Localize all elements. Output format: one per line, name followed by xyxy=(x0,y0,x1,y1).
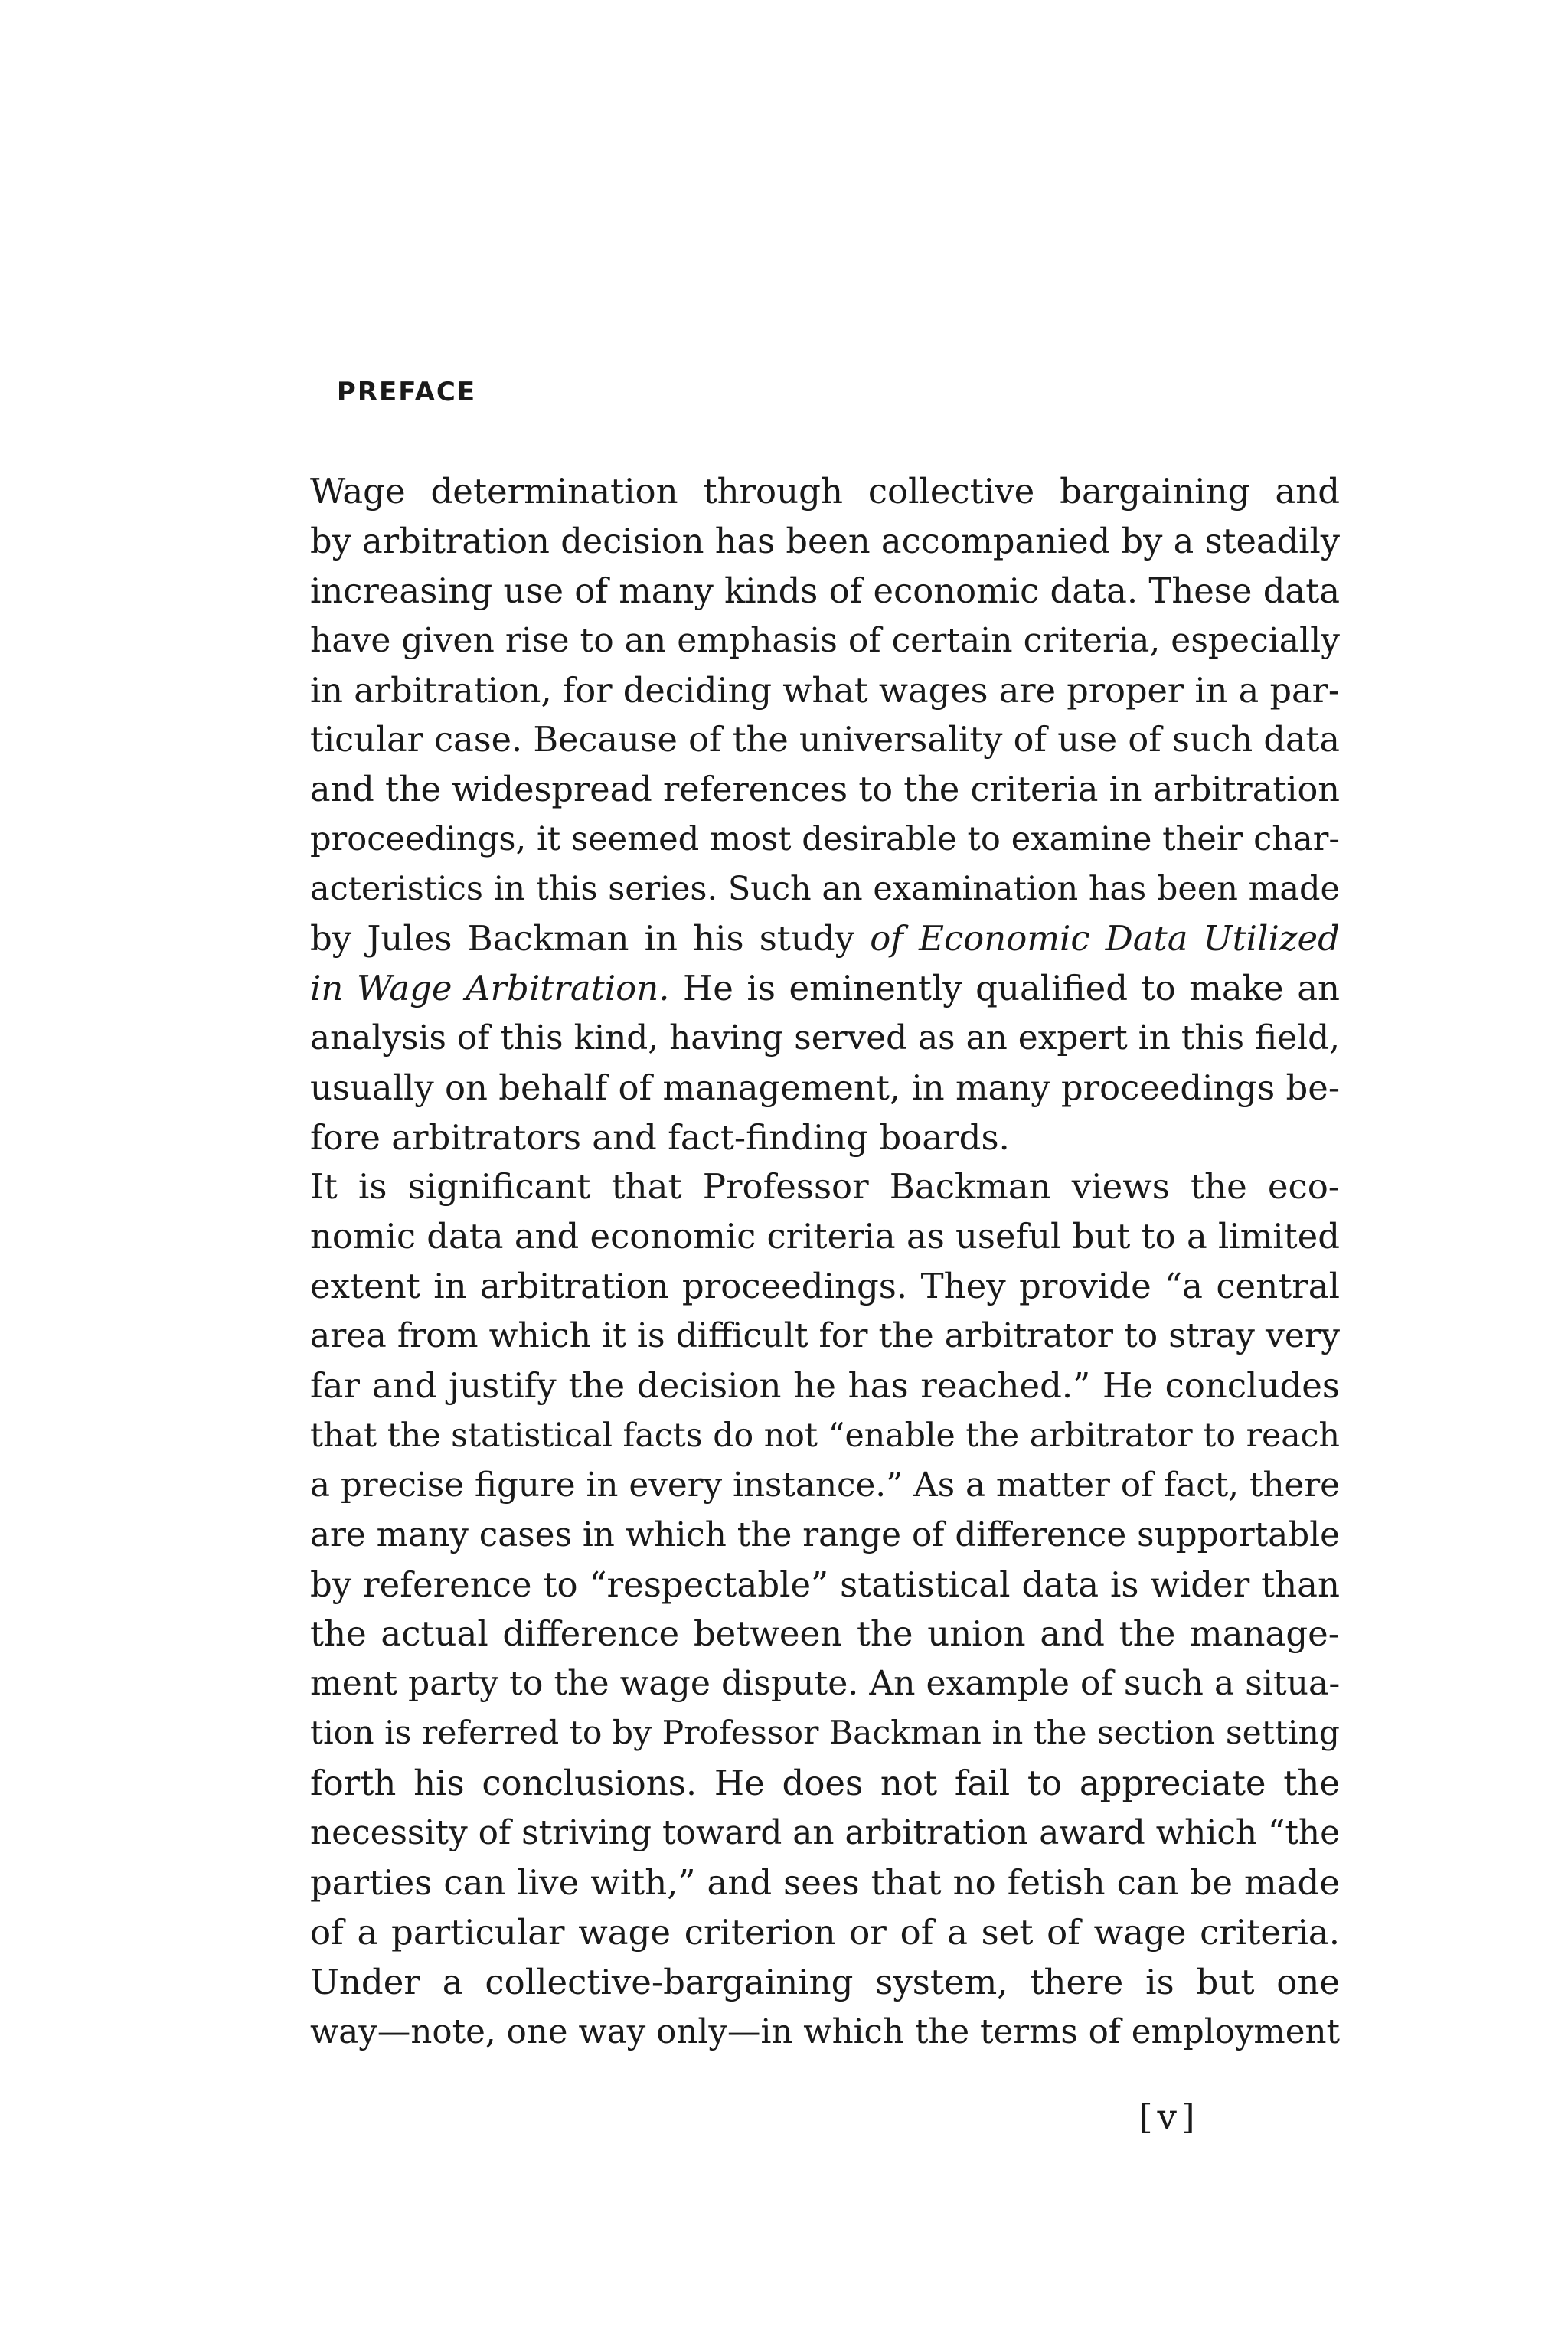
book-title-italic: in Wage Arbitration. xyxy=(310,967,670,1008)
text-line: forth his conclusions. He does not fail to appreciate the xyxy=(310,1763,1340,1804)
page-title: PREFACE xyxy=(336,377,477,407)
text-line: in arbitration, for deciding what wages are proper in a par- xyxy=(310,670,1340,711)
text-line: parties can live with,” and sees that no fetish can be made xyxy=(310,1861,1340,1903)
text-line: proceedings, it seemed most desirable to examine their char- xyxy=(310,820,1340,859)
preface-text xyxy=(310,467,1340,2057)
text-line: by arbitration decision has been accompanied by a steadily xyxy=(310,521,1340,561)
text-line: a precise figure in every instance.” As a matter of fact, there xyxy=(310,1466,1340,1505)
text-line: of a particular wage criterion or of a set of wage criteria. xyxy=(310,1911,1340,1953)
text-line: necessity of striving toward an arbitration award which “the xyxy=(310,1813,1340,1853)
book-title-italic: of Economic Data Utilized xyxy=(870,918,1340,959)
text-line: that the statistical facts do not “enable the arbitrator to reach xyxy=(310,1416,1340,1455)
text-line: by reference to “respectable” statistical data is wider than xyxy=(310,1564,1340,1605)
text-line: ticular case. Because of the universality of use of such data xyxy=(310,720,1340,760)
text-line-mixed xyxy=(310,964,1340,1014)
text-line: far and justify the decision he has reached.” He concludes xyxy=(310,1365,1340,1407)
text-run: by Jules Backman in his study xyxy=(310,918,871,959)
text-line: and the widespread references to the criteria in arbitration xyxy=(310,770,1340,810)
page-number: [v] xyxy=(1139,2097,1200,2137)
text-line: increasing use of many kinds of economic data. These data xyxy=(310,570,1340,611)
text-line: way—note, one way only—in which the terms of employment xyxy=(310,2012,1340,2051)
text-line: analysis of this kind, having served as an expert in this field, xyxy=(310,1018,1340,1057)
text-line: tion is referred to by Professor Backman in the section setting xyxy=(310,1714,1340,1753)
text-line: acteristics in this series. Such an examination has been made xyxy=(310,870,1340,909)
text-line: area from which it is difficult for the arbitrator to stray very xyxy=(310,1316,1340,1356)
text-line: are many cases in which the range of difference supportable xyxy=(310,1515,1340,1554)
text-run: He is eminently qualified to make an xyxy=(669,967,1340,1008)
text-line: usually on behalf of management, in many proceedings be- xyxy=(310,1067,1340,1108)
text-line: Under a collective-bargaining system, there is but one xyxy=(310,1961,1340,2002)
text-line: have given rise to an emphasis of certain criteria, especially xyxy=(310,620,1340,660)
text-line: nomic data and economic criteria as useful but to a limited xyxy=(310,1216,1340,1257)
text-line-mixed xyxy=(310,914,1340,964)
text-line: the actual difference between the union and the manage- xyxy=(310,1613,1340,1655)
text-line: Wage determination through collective bargaining and xyxy=(310,471,1340,511)
text-line: extent in arbitration proceedings. They provide “a central xyxy=(310,1266,1340,1307)
text-line: fore arbitrators and fact-finding boards. xyxy=(310,1116,1010,1158)
text-line: It is significant that Professor Backman views the eco- xyxy=(310,1166,1340,1208)
text-line: ment party to the wage dispute. An example of such a situa- xyxy=(310,1664,1341,1704)
